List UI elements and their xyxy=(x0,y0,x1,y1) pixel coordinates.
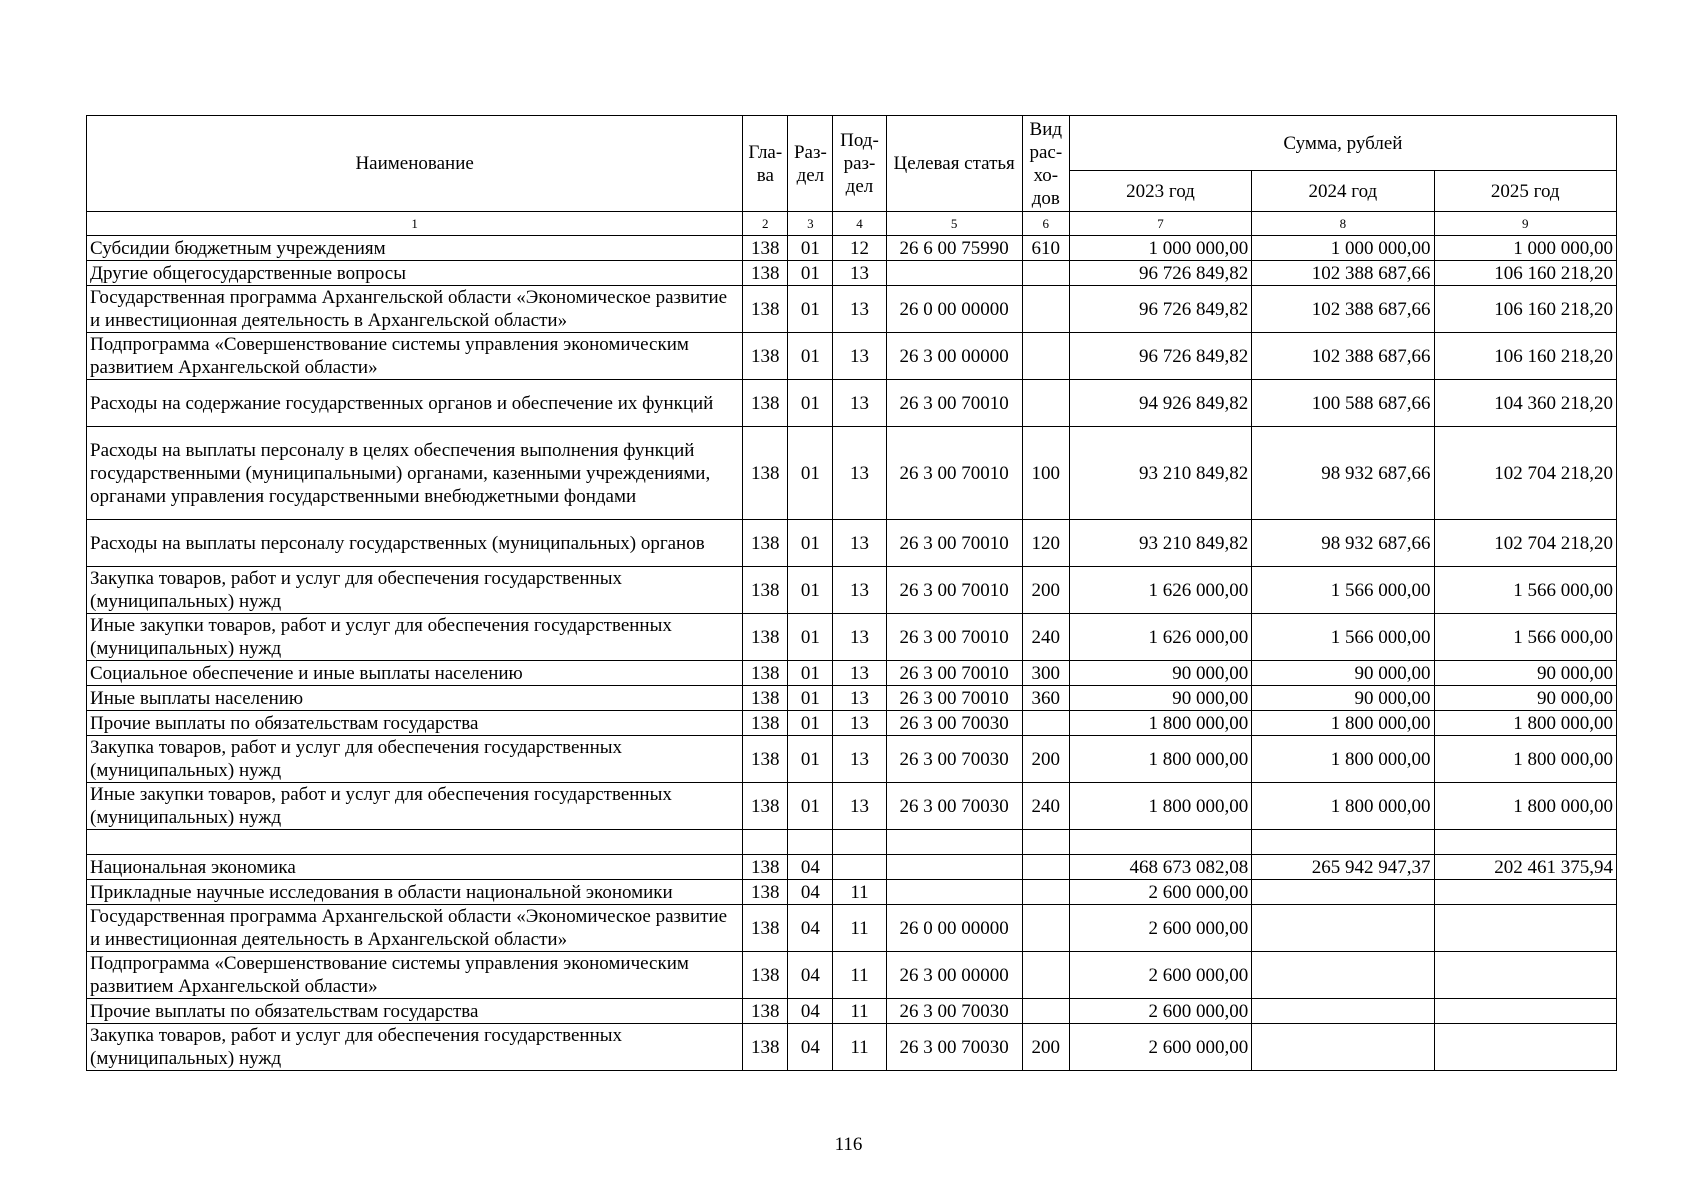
table-cell-expense-type: 610 xyxy=(1022,236,1069,261)
table-cell-amount-2024: 98 932 687,66 xyxy=(1252,427,1434,520)
table-cell-expense-type xyxy=(1022,880,1069,905)
table-cell-amount-2023: 2 600 000,00 xyxy=(1069,905,1251,952)
table-cell-target-article: 26 3 00 70010 xyxy=(886,427,1022,520)
table-cell-subsection: 13 xyxy=(833,261,886,286)
table-cell-section: 01 xyxy=(788,236,833,261)
table-cell-subsection: 13 xyxy=(833,686,886,711)
table-cell-chapter: 138 xyxy=(743,711,788,736)
table-cell-chapter: 138 xyxy=(743,999,788,1024)
table-cell-name: Иные закупки товаров, работ и услуг для обеспечения государственных (муниципальных) нужд xyxy=(87,614,743,661)
header-subsection: Под- раз- дел xyxy=(833,116,886,212)
table-cell-amount-2023: 1 800 000,00 xyxy=(1069,736,1251,783)
table-row xyxy=(87,880,1617,905)
table-cell-name: Расходы на содержание государственных органов и обеспечение их функций xyxy=(87,380,743,427)
table-cell-target-article: 26 3 00 70030 xyxy=(886,711,1022,736)
table-cell-amount-2024 xyxy=(1252,999,1434,1024)
header-year-2025: 2025 год xyxy=(1434,171,1616,212)
table-cell-amount-2024 xyxy=(1252,905,1434,952)
table-cell-amount-2023: 2 600 000,00 xyxy=(1069,880,1251,905)
table-cell-amount-2024 xyxy=(1252,830,1434,855)
table-cell-target-article: 26 3 00 70030 xyxy=(886,783,1022,830)
table-cell-amount-2023: 1 800 000,00 xyxy=(1069,783,1251,830)
table-cell-target-article xyxy=(886,855,1022,880)
header-target-article: Целевая статья xyxy=(886,116,1022,212)
table-cell-amount-2025: 106 160 218,20 xyxy=(1434,286,1616,333)
header-name: Наименование xyxy=(87,116,743,212)
table-cell-chapter: 138 xyxy=(743,952,788,999)
table-cell-target-article: 26 3 00 00000 xyxy=(886,952,1022,999)
table-row xyxy=(87,830,1617,855)
table-cell-expense-type: 360 xyxy=(1022,686,1069,711)
column-number: 8 xyxy=(1252,212,1434,236)
table-cell-name: Закупка товаров, работ и услуг для обеспечения государственных (муниципальных) нужд xyxy=(87,1024,743,1071)
table-cell-chapter: 138 xyxy=(743,905,788,952)
table-cell-expense-type xyxy=(1022,855,1069,880)
table-cell-name: Расходы на выплаты персоналу государственных (муниципальных) органов xyxy=(87,520,743,567)
table-cell-target-article: 26 0 00 00000 xyxy=(886,905,1022,952)
table-cell-section: 04 xyxy=(788,952,833,999)
table-cell-amount-2025: 202 461 375,94 xyxy=(1434,855,1616,880)
table-cell-expense-type xyxy=(1022,905,1069,952)
table-cell-section: 01 xyxy=(788,286,833,333)
table-cell-target-article: 26 3 00 00000 xyxy=(886,333,1022,380)
table-cell-amount-2023 xyxy=(1069,830,1251,855)
table-cell-amount-2023: 96 726 849,82 xyxy=(1069,286,1251,333)
table-cell-target-article xyxy=(886,261,1022,286)
page-number: 116 xyxy=(834,1134,863,1155)
table-cell-chapter: 138 xyxy=(743,736,788,783)
table-cell-amount-2024: 1 000 000,00 xyxy=(1252,236,1434,261)
table-cell-target-article: 26 3 00 70030 xyxy=(886,999,1022,1024)
table-cell-amount-2024: 265 942 947,37 xyxy=(1252,855,1434,880)
header-year-2023: 2023 год xyxy=(1069,171,1251,212)
table-cell-amount-2024 xyxy=(1252,952,1434,999)
table-cell-name: Подпрограмма «Совершенствование системы управления экономическим развитием Архангельской области» xyxy=(87,333,743,380)
table-cell-name: Закупка товаров, работ и услуг для обеспечения государственных (муниципальных) нужд xyxy=(87,567,743,614)
table-cell-amount-2024: 102 388 687,66 xyxy=(1252,333,1434,380)
table-cell-subsection: 13 xyxy=(833,661,886,686)
table-cell-amount-2025: 1 800 000,00 xyxy=(1434,711,1616,736)
table-cell-amount-2023: 1 626 000,00 xyxy=(1069,567,1251,614)
table-cell-name: Социальное обеспечение и иные выплаты населению xyxy=(87,661,743,686)
table-cell-section: 04 xyxy=(788,855,833,880)
table-row xyxy=(87,661,1617,686)
budget-table xyxy=(86,115,1617,1071)
table-cell-amount-2025 xyxy=(1434,1024,1616,1071)
table-cell-amount-2024: 1 566 000,00 xyxy=(1252,567,1434,614)
table-cell-amount-2025 xyxy=(1434,880,1616,905)
table-cell-amount-2024: 90 000,00 xyxy=(1252,686,1434,711)
table-cell-amount-2024: 102 388 687,66 xyxy=(1252,261,1434,286)
table-cell-amount-2023: 96 726 849,82 xyxy=(1069,333,1251,380)
table-cell-expense-type xyxy=(1022,999,1069,1024)
table-cell-subsection: 11 xyxy=(833,952,886,999)
table-cell-expense-type xyxy=(1022,261,1069,286)
table-cell-subsection: 13 xyxy=(833,711,886,736)
table-cell-amount-2024: 1 800 000,00 xyxy=(1252,711,1434,736)
table-cell-amount-2025: 1 800 000,00 xyxy=(1434,783,1616,830)
table-cell-expense-type xyxy=(1022,830,1069,855)
table-cell-chapter: 138 xyxy=(743,614,788,661)
table-cell-amount-2025 xyxy=(1434,952,1616,999)
table-cell-amount-2023: 2 600 000,00 xyxy=(1069,952,1251,999)
table-cell-chapter xyxy=(743,830,788,855)
table-cell-subsection xyxy=(833,855,886,880)
table-cell-expense-type: 300 xyxy=(1022,661,1069,686)
table-row xyxy=(87,952,1617,999)
table-cell-amount-2023: 96 726 849,82 xyxy=(1069,261,1251,286)
table-cell-subsection xyxy=(833,830,886,855)
table-cell-section: 01 xyxy=(788,427,833,520)
table-cell-target-article: 26 3 00 70010 xyxy=(886,661,1022,686)
table-cell-amount-2025: 90 000,00 xyxy=(1434,686,1616,711)
table-cell-amount-2025: 104 360 218,20 xyxy=(1434,380,1616,427)
table-cell-chapter: 138 xyxy=(743,286,788,333)
table-row xyxy=(87,614,1617,661)
table-cell-subsection: 12 xyxy=(833,236,886,261)
table-row xyxy=(87,736,1617,783)
table-cell-amount-2023: 1 800 000,00 xyxy=(1069,711,1251,736)
table-cell-amount-2025 xyxy=(1434,830,1616,855)
table-cell-amount-2025 xyxy=(1434,999,1616,1024)
table-row xyxy=(87,286,1617,333)
table-row xyxy=(87,783,1617,830)
table-cell-subsection: 11 xyxy=(833,1024,886,1071)
table-cell-subsection: 11 xyxy=(833,999,886,1024)
table-cell-amount-2025: 1 000 000,00 xyxy=(1434,236,1616,261)
table-row xyxy=(87,520,1617,567)
table-row xyxy=(87,855,1617,880)
table-cell-name: Иные выплаты населению xyxy=(87,686,743,711)
table-cell-amount-2024: 102 388 687,66 xyxy=(1252,286,1434,333)
table-cell-amount-2023: 2 600 000,00 xyxy=(1069,1024,1251,1071)
column-number: 4 xyxy=(833,212,886,236)
table-cell-amount-2023: 90 000,00 xyxy=(1069,661,1251,686)
table-cell-name: Другие общегосударственные вопросы xyxy=(87,261,743,286)
table-cell-subsection: 13 xyxy=(833,736,886,783)
table-cell-section: 01 xyxy=(788,686,833,711)
table-cell-subsection: 11 xyxy=(833,880,886,905)
table-cell-section: 01 xyxy=(788,661,833,686)
table-row xyxy=(87,567,1617,614)
table-cell-amount-2024 xyxy=(1252,880,1434,905)
table-cell-expense-type xyxy=(1022,380,1069,427)
table-cell-chapter: 138 xyxy=(743,333,788,380)
table-cell-expense-type xyxy=(1022,286,1069,333)
table-row xyxy=(87,905,1617,952)
table-cell-target-article: 26 3 00 70010 xyxy=(886,614,1022,661)
table-cell-expense-type: 200 xyxy=(1022,567,1069,614)
table-cell-amount-2023: 1 626 000,00 xyxy=(1069,614,1251,661)
table-cell-section: 04 xyxy=(788,1024,833,1071)
table-cell-name: Иные закупки товаров, работ и услуг для обеспечения государственных (муниципальных) нужд xyxy=(87,783,743,830)
table-cell-subsection: 13 xyxy=(833,427,886,520)
column-number: 6 xyxy=(1022,212,1069,236)
table-row xyxy=(87,236,1617,261)
table-cell-amount-2025: 106 160 218,20 xyxy=(1434,333,1616,380)
table-cell-name: Государственная программа Архангельской области «Экономическое развитие и инвестиционная деятельность в Архангельской области» xyxy=(87,905,743,952)
table-cell-name: Прикладные научные исследования в области национальной экономики xyxy=(87,880,743,905)
table-cell-expense-type: 200 xyxy=(1022,736,1069,783)
table-cell-target-article: 26 3 00 70010 xyxy=(886,380,1022,427)
table-cell-amount-2023: 93 210 849,82 xyxy=(1069,520,1251,567)
table-cell-amount-2023: 90 000,00 xyxy=(1069,686,1251,711)
table-cell-amount-2024: 1 800 000,00 xyxy=(1252,736,1434,783)
table-cell-amount-2025: 1 800 000,00 xyxy=(1434,736,1616,783)
table-cell-subsection: 13 xyxy=(833,286,886,333)
table-cell-section: 01 xyxy=(788,520,833,567)
table-cell-expense-type: 240 xyxy=(1022,783,1069,830)
table-row xyxy=(87,999,1617,1024)
table-row xyxy=(87,711,1617,736)
column-number: 1 xyxy=(87,212,743,236)
table-cell-amount-2025: 102 704 218,20 xyxy=(1434,520,1616,567)
column-number: 2 xyxy=(743,212,788,236)
table-cell-target-article xyxy=(886,880,1022,905)
table-cell-amount-2024: 1 800 000,00 xyxy=(1252,783,1434,830)
table-cell-amount-2024: 100 588 687,66 xyxy=(1252,380,1434,427)
table-cell-chapter: 138 xyxy=(743,686,788,711)
table-cell-section: 01 xyxy=(788,614,833,661)
table-cell-chapter: 138 xyxy=(743,520,788,567)
table-cell-amount-2023: 94 926 849,82 xyxy=(1069,380,1251,427)
table-cell-name: Прочие выплаты по обязательствам государства xyxy=(87,711,743,736)
header-year-2024: 2024 год xyxy=(1252,171,1434,212)
column-number: 9 xyxy=(1434,212,1616,236)
table-cell-amount-2025: 106 160 218,20 xyxy=(1434,261,1616,286)
table-cell-subsection: 13 xyxy=(833,614,886,661)
table-cell-section: 04 xyxy=(788,880,833,905)
table-cell-name xyxy=(87,830,743,855)
table-cell-target-article xyxy=(886,830,1022,855)
table-cell-chapter: 138 xyxy=(743,567,788,614)
table-cell-amount-2023: 2 600 000,00 xyxy=(1069,999,1251,1024)
table-cell-section: 04 xyxy=(788,999,833,1024)
table-cell-subsection: 13 xyxy=(833,520,886,567)
table-cell-amount-2025 xyxy=(1434,905,1616,952)
table-cell-amount-2025: 1 566 000,00 xyxy=(1434,614,1616,661)
table-cell-subsection: 13 xyxy=(833,783,886,830)
table-cell-expense-type: 120 xyxy=(1022,520,1069,567)
table-body xyxy=(87,212,1617,1071)
table-cell-section: 04 xyxy=(788,905,833,952)
table-cell-name: Подпрограмма «Совершенствование системы управления экономическим развитием Архангельской области» xyxy=(87,952,743,999)
table-cell-amount-2024: 1 566 000,00 xyxy=(1252,614,1434,661)
table-cell-section xyxy=(788,830,833,855)
table-cell-chapter: 138 xyxy=(743,261,788,286)
header-section: Раз- дел xyxy=(788,116,833,212)
table-cell-name: Государственная программа Архангельской области «Экономическое развитие и инвестиционная деятельность в Архангельской области» xyxy=(87,286,743,333)
table-cell-target-article: 26 3 00 70030 xyxy=(886,1024,1022,1071)
table-row xyxy=(87,427,1617,520)
column-number: 5 xyxy=(886,212,1022,236)
table-cell-chapter: 138 xyxy=(743,236,788,261)
table-cell-amount-2024 xyxy=(1252,1024,1434,1071)
header-expense-type: Вид рас- хо- дов xyxy=(1022,116,1069,212)
table-cell-section: 01 xyxy=(788,567,833,614)
table-row xyxy=(87,686,1617,711)
table-cell-chapter: 138 xyxy=(743,783,788,830)
table-cell-section: 01 xyxy=(788,333,833,380)
table-cell-subsection: 13 xyxy=(833,567,886,614)
table-cell-chapter: 138 xyxy=(743,427,788,520)
table-cell-amount-2024: 98 932 687,66 xyxy=(1252,520,1434,567)
table-row xyxy=(87,333,1617,380)
table-cell-chapter: 138 xyxy=(743,661,788,686)
table-cell-name: Прочие выплаты по обязательствам государства xyxy=(87,999,743,1024)
table-cell-target-article: 26 3 00 70030 xyxy=(886,736,1022,783)
table-cell-section: 01 xyxy=(788,380,833,427)
table-cell-subsection: 13 xyxy=(833,333,886,380)
table-cell-expense-type: 200 xyxy=(1022,1024,1069,1071)
table-cell-chapter: 138 xyxy=(743,880,788,905)
table-cell-target-article: 26 0 00 00000 xyxy=(886,286,1022,333)
column-number: 7 xyxy=(1069,212,1251,236)
table-cell-amount-2025: 102 704 218,20 xyxy=(1434,427,1616,520)
header-sum: Сумма, рублей xyxy=(1069,116,1616,171)
table-cell-name: Субсидии бюджетным учреждениям xyxy=(87,236,743,261)
table-cell-name: Национальная экономика xyxy=(87,855,743,880)
table-cell-target-article: 26 3 00 70010 xyxy=(886,520,1022,567)
table-cell-expense-type xyxy=(1022,711,1069,736)
table-cell-amount-2025: 90 000,00 xyxy=(1434,661,1616,686)
table-cell-subsection: 11 xyxy=(833,905,886,952)
table-cell-expense-type: 100 xyxy=(1022,427,1069,520)
table-cell-target-article: 26 3 00 70010 xyxy=(886,567,1022,614)
table-cell-section: 01 xyxy=(788,261,833,286)
table-cell-section: 01 xyxy=(788,711,833,736)
table-cell-chapter: 138 xyxy=(743,380,788,427)
column-number: 3 xyxy=(788,212,833,236)
table-cell-name: Закупка товаров, работ и услуг для обеспечения государственных (муниципальных) нужд xyxy=(87,736,743,783)
table-cell-expense-type xyxy=(1022,952,1069,999)
table-cell-target-article: 26 6 00 75990 xyxy=(886,236,1022,261)
table-cell-subsection: 13 xyxy=(833,380,886,427)
table-cell-expense-type xyxy=(1022,333,1069,380)
table-cell-amount-2023: 468 673 082,08 xyxy=(1069,855,1251,880)
table-cell-chapter: 138 xyxy=(743,855,788,880)
table-row xyxy=(87,261,1617,286)
table-cell-name: Расходы на выплаты персоналу в целях обеспечения выполнения функций государственными (муниципальными) органами, казенными учреждениями, органами управления государственными внебюджетными фондами xyxy=(87,427,743,520)
table-row xyxy=(87,380,1617,427)
table-cell-section: 01 xyxy=(788,783,833,830)
table-cell-chapter: 138 xyxy=(743,1024,788,1071)
table-cell-target-article: 26 3 00 70010 xyxy=(886,686,1022,711)
table-cell-section: 01 xyxy=(788,736,833,783)
column-number-row xyxy=(87,212,1617,236)
table-cell-amount-2023: 1 000 000,00 xyxy=(1069,236,1251,261)
header-chapter: Гла- ва xyxy=(743,116,788,212)
table-cell-expense-type: 240 xyxy=(1022,614,1069,661)
table-cell-amount-2023: 93 210 849,82 xyxy=(1069,427,1251,520)
table-cell-amount-2025: 1 566 000,00 xyxy=(1434,567,1616,614)
table-row xyxy=(87,1024,1617,1071)
table-cell-amount-2024: 90 000,00 xyxy=(1252,661,1434,686)
